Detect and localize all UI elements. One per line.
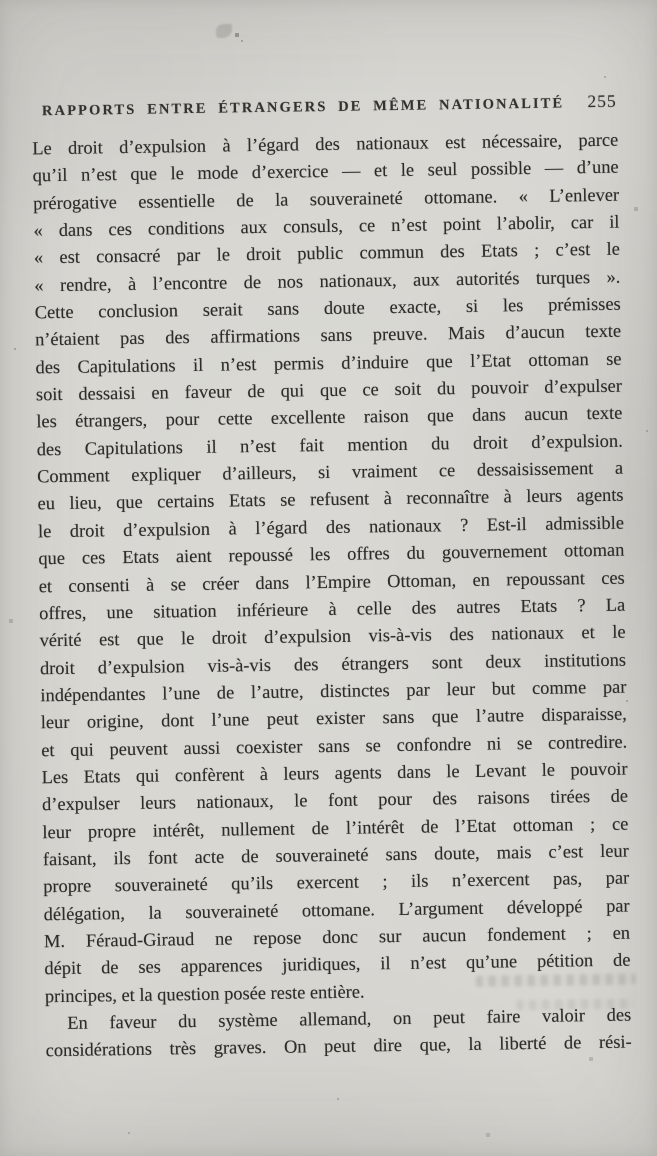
text-line: leur propre intérêt, nullement de l’intérêt de l’Etat ottoman ; ce <box>42 813 629 842</box>
text-line: d’expulser leurs nationaux, le font pour des raisons tirées de <box>41 785 629 815</box>
scan-specks <box>0 0 2 2</box>
text-line: le droit d’expulsion à l’égard des nationaux ? Est-il admissible <box>37 512 625 542</box>
text-line: prérogative essentielle de la souveraineté ottomane. « L’enlever <box>32 184 620 214</box>
text-line: considérations très graves. On peut dire que, la liberté de rési- <box>45 1031 632 1061</box>
text-line: des Capitulations il n’est fait mention du droit d’expulsion. <box>36 430 623 460</box>
show-through-smudge <box>516 999 634 1011</box>
text-line: n’étaient pas des affirmations sans preuve. Mais d’aucun texte <box>34 321 622 350</box>
text-line: les étrangers, pour cette excellente raison que dans aucun texte <box>36 403 623 432</box>
running-title: RAPPORTS ENTRE ÉTRANGERS DE MÊME NATIONALITÉ <box>41 95 565 120</box>
page-number: 255 <box>587 90 617 112</box>
text-line: M. Féraud-Giraud ne repose donc sur aucun fondement ; en <box>43 922 631 952</box>
page-body <box>32 127 632 1065</box>
text-line: Comment expliquer d’ailleurs, si vraiment ce dessaisissement a <box>37 457 624 487</box>
text-line: droit d’expulsion vis-à-vis des étrangers sont deux institutions <box>39 649 627 678</box>
text-line: principes, et la question posée reste entière. <box>44 981 365 1006</box>
text-line: vérité est que le droit d’expulsion vis-à-vis des nationaux et le <box>39 621 626 651</box>
text-line: En faveur du système allemand, on peut faire valoir des <box>67 1004 632 1033</box>
text-line: faisant, ils font acte de souveraineté sans doute, mais c’est leur <box>42 840 629 870</box>
text-line: Les Etats qui confèrent à leurs agents dans le Levant le pouvoir <box>41 758 628 788</box>
text-line: « est consacré par le droit public commun des Etats ; c’est le <box>33 239 621 268</box>
text-line: délégation, la souveraineté ottomane. L’argument développé par <box>43 895 630 924</box>
text-line: indépendantes l’une de l’autre, distinctes par leur but comme par <box>40 676 627 706</box>
running-header <box>33 91 617 121</box>
text-line: offres, une situation inférieure à celle des autres Etats ? La <box>39 594 626 624</box>
text-line: leur origine, dont l’une peut exister sans que l’autre disparaisse, <box>40 703 627 733</box>
text-line: Cette conclusion serait sans doute exacte, si les prémisses <box>34 293 621 323</box>
text-line: « dans ces conditions aux consuls, ce n’est point l’abolir, car il <box>33 211 620 241</box>
text-line: qu’il n’est que le mode d’exercice — et le seul possible — d’une <box>32 157 619 186</box>
text-line: que ces Etats aient repoussé les offres du gouvernement ottoman <box>38 539 625 569</box>
text-line: soit dessaisi en faveur de qui que ce soit du pouvoir d’expulser <box>35 375 623 405</box>
text-line: dépit de ses apparences juridiques, il n’est qu’une pétition de <box>44 949 631 979</box>
text-line: des Capitulations il n’est permis d’induire que l’Etat ottoman se <box>35 348 622 378</box>
text-line: et qui peuvent aussi coexister sans se confondre ni se contredire. <box>41 731 628 760</box>
text-line: propre souveraineté qu’ils exercent ; ils n’exercent pas, par <box>43 867 630 897</box>
text-line: eu lieu, que certains Etats se refusent à reconnaître à leurs agents <box>37 485 624 514</box>
text-line: et consenti à se créer dans l’Empire Ottoman, en repoussant ces <box>38 567 625 596</box>
text-line: Le droit d’expulsion à l’égard des nationaux est nécessaire, parce <box>32 129 619 159</box>
text-line: « rendre, à l’encontre de nos nationaux, aux autorités turques ». <box>34 266 621 296</box>
